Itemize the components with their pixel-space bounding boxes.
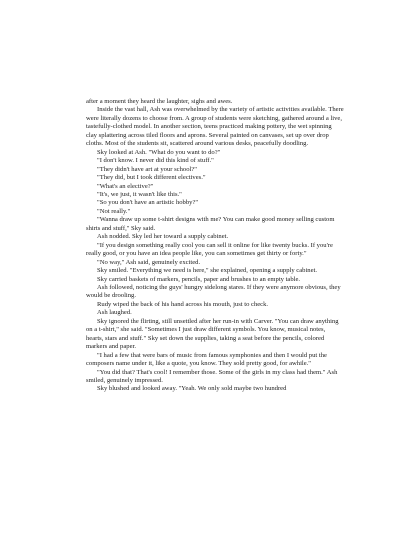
paragraph: "They didn't have art at your school?" — [97, 165, 197, 173]
paragraph: "Wanna draw up some t-shirt designs with me? You can make good money selling custom shirts and stuff," Sky said. — [86, 216, 335, 232]
paragraph: "You did that? That's cool! I remember those. Some of the girls in my class had them." Ash smiled, genuinely impressed. — [86, 368, 338, 384]
paragraph: "I had a few that were bars of music from famous symphonies and then I would put the composers name under it, like a quote, you know. They sold pretty good, for awhile." — [86, 351, 327, 368]
paragraph: "No way," Ash said, genuinely excited. — [97, 258, 201, 266]
paragraph: Ash laughed. — [97, 309, 132, 317]
paragraph: after a moment they heard the laughter, sighs and awes. — [86, 98, 233, 105]
paragraph: "So you don't have an artistic hobby?" — [97, 199, 199, 207]
body-text — [86, 98, 344, 394]
paragraph: "They did, but I took different electives." — [97, 174, 206, 182]
paragraph: "Not really." — [97, 207, 131, 215]
paragraph: Sky looked at Ash. "What do you want to do?" — [97, 148, 221, 156]
paragraph: Ash followed, noticing the guys' hungry sidelong stares. If they were anymore obvious, they would be drooling. — [86, 283, 341, 300]
paragraph: Ash nodded. Sky led her toward a supply cabinet. — [97, 233, 229, 241]
paragraph: Inside the vast hall, Ash was overwhelmed by the variety of artistic activities available. There were literally dozens to choose from. A group of students were sketching, gathered around a live, tastefully-clothed model. In another section, teens practiced making pottery, the wet spinning clay splattering across tiled floors and aprons. Several painted on canvases, set up over drop cloths. Most of the students sit, scattered around various desks, peacefully doodling. — [86, 106, 344, 148]
paragraph: Rudy wiped the back of his hand across his mouth, just to check. — [97, 300, 269, 308]
paragraph: "I don't know. I never did this kind of stuff." — [97, 157, 214, 165]
paragraph: Sky ignored the flirting, still unsettled after her run-in with Carver. "You can draw anything on a t-shirt," she said. "Sometimes I just draw different symbols. You know, musical notes, hearts, stars and stuff." Sky set down the supplies, taking a seat before the pencils, colored markers and paper. — [86, 317, 339, 351]
paragraph: Sky blushed and looked away. "Yeah. We only sold maybe two hundred — [97, 385, 287, 393]
paragraph: Sky carried baskets of markers, pencils, paper and brushes to an empty table. — [97, 275, 301, 283]
paragraph: "It's, we just, it wasn't like this." — [97, 190, 182, 198]
paragraph: Sky smiled. "Everything we need is here," she explained, opening a supply cabinet. — [97, 267, 317, 275]
paragraph: "What's an elective?" — [97, 182, 154, 190]
paragraph: "If you design something really cool you can sell it online for like twenty bucks. If you're really good, or you have an idea people like, you can sometimes get thirty or forty." — [86, 241, 333, 258]
